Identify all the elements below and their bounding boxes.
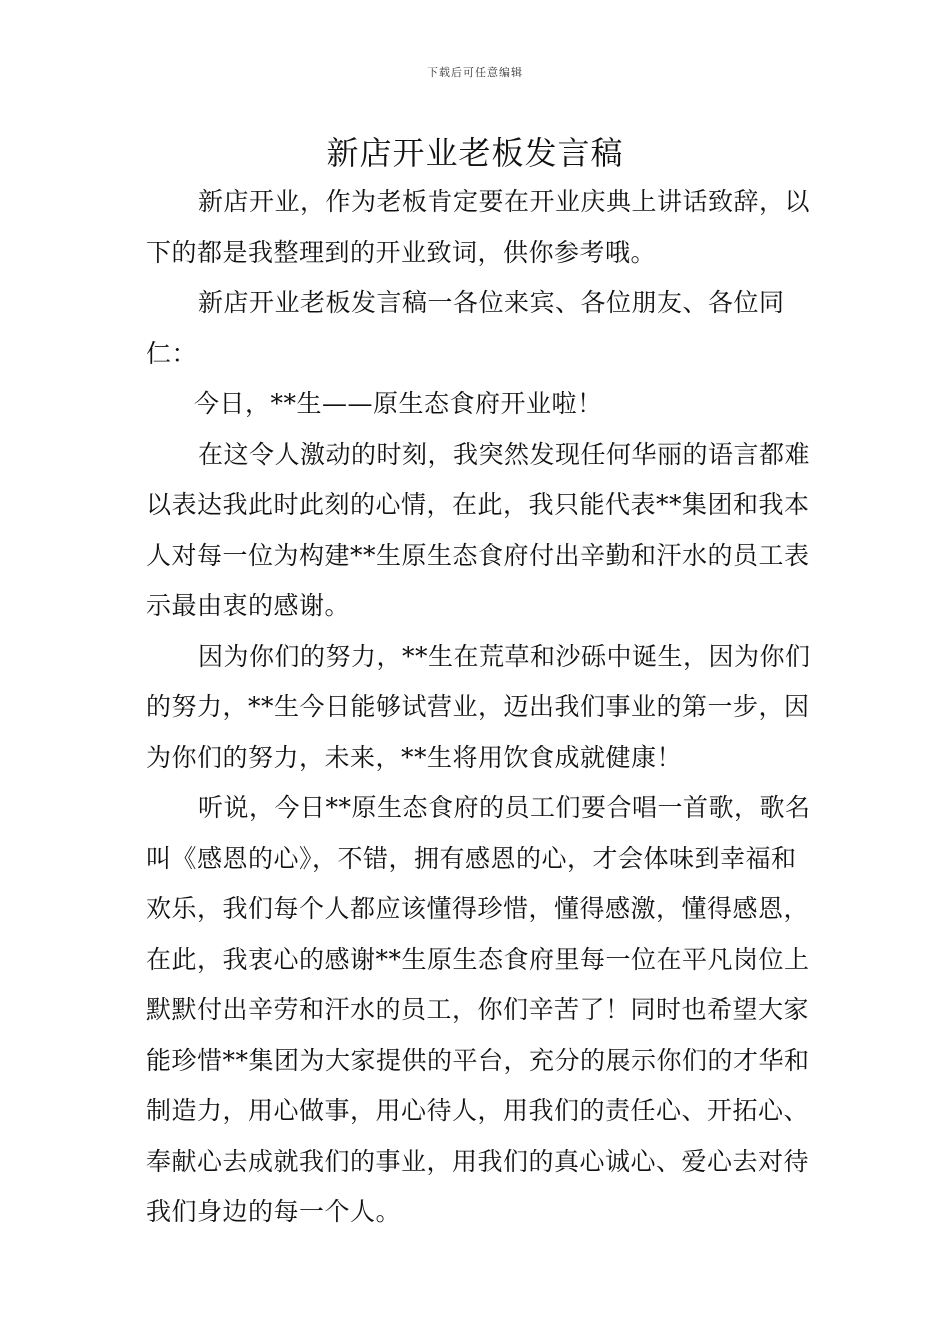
paragraph-thanks: 在这令人激动的时刻，我突然发现任何华丽的语言都难以表达我此时此刻的心情，在此，我只能代表**集团和我本人对每一位为构建**生原生态食府付出辛勤和汗水的员工表示最由衷的感谢。 (146, 439, 811, 620)
document-title: 新店开业老板发言稿 (326, 134, 624, 172)
header-note: 下载后可任意编辑 (427, 66, 523, 79)
paragraph-opening: 今日，**生——原生态食府开业啦！ (194, 389, 603, 418)
paragraph-greeting: 新店开业老板发言稿一各位来宾、各位朋友、各位同仁： (146, 288, 785, 368)
paragraph-gratitude: 听说，今日**原生态食府的员工们要合唱一首歌，歌名叫《感恩的心》，不错，拥有感恩的心，才会体味到幸福和欢乐，我们每个人都应该懂得珍惜，懂得感激，懂得感恩，在此，我衷心的感谢**生原生态食府里每一位在平凡岗位上默默付出辛劳和汗水的员工，你们辛苦了！同时也希望大家能珍惜**集团为大家提供的平台，充分的展示你们的才华和制造力，用心做事，用心待人，用我们的责任心、开拓心、奉献心去成就我们的事业，用我们的真心诚心、爱心去对待我们身边的每一个人。 (146, 793, 811, 1226)
document-body (146, 177, 818, 1238)
paragraph-intro: 新店开业，作为老板肯定要在开业庆典上讲话致辞，以下的都是我整理到的开业致词，供你参考哦。 (146, 187, 811, 267)
paragraph-effort: 因为你们的努力，**生在荒草和沙砾中诞生，因为你们的努力，**生今日能够试营业，迈出我们事业的第一步，因为你们的努力，未来，**生将用饮食成就健康！ (146, 641, 811, 772)
